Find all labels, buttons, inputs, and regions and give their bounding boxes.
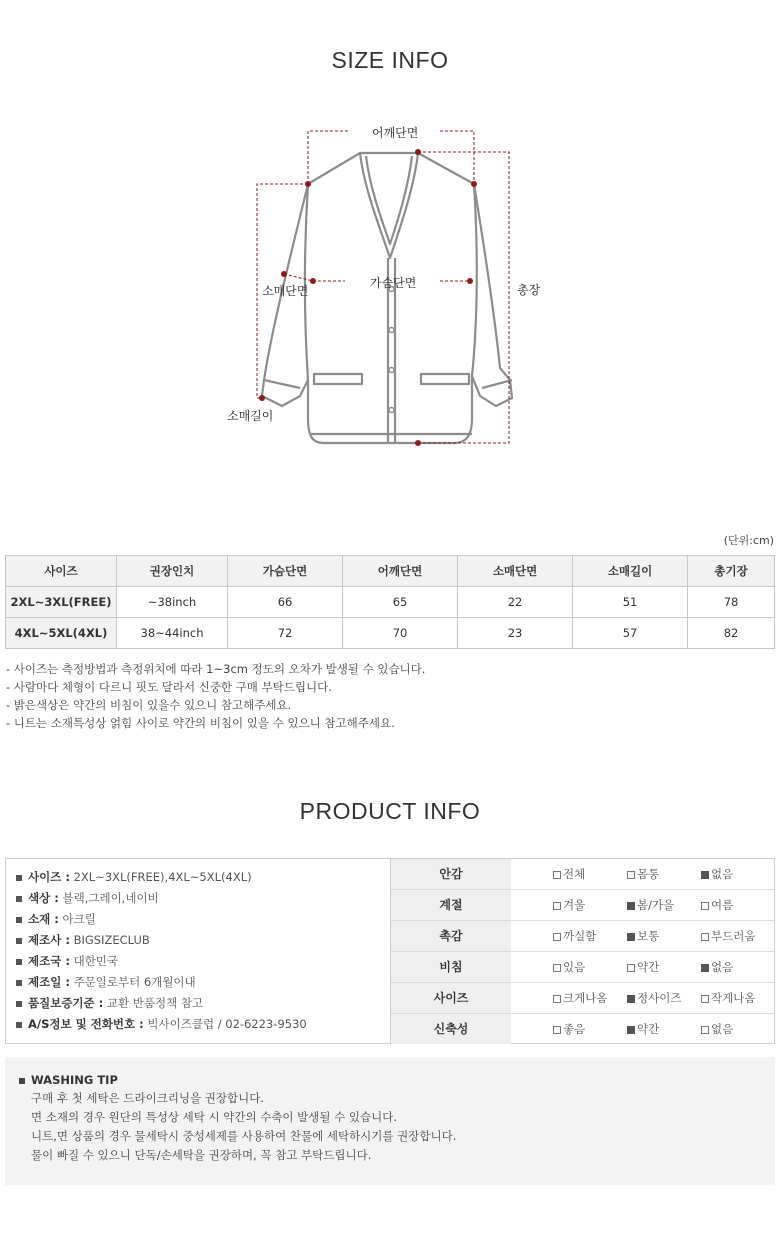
- property-option: [627, 1014, 659, 1044]
- table-cell: 22: [458, 587, 573, 618]
- product-properties: [391, 859, 774, 1043]
- checkbox-icon: [701, 902, 709, 910]
- property-option: [701, 1014, 733, 1044]
- washing-tip-line: 면 소재의 경우 원단의 특성상 세탁 시 약간의 수축이 발생될 수 있습니다.: [31, 1110, 398, 1124]
- property-row: [391, 983, 774, 1014]
- table-cell: 66: [228, 587, 343, 618]
- table-cell: 72: [228, 618, 343, 649]
- header-cell: 어깨단면: [343, 556, 458, 587]
- property-option: [553, 921, 596, 951]
- washing-tip-title: WASHING TIP: [19, 1073, 775, 1087]
- option-label: 보통: [637, 929, 660, 943]
- table-cell: 65: [343, 587, 458, 618]
- property-row: [391, 890, 774, 921]
- bullet-square-icon: [19, 1078, 25, 1084]
- product-info-title: PRODUCT INFO: [299, 798, 481, 824]
- option-label: 겨울: [563, 898, 586, 912]
- option-label: 부드러움: [711, 929, 756, 943]
- option-label: 약간: [637, 960, 660, 974]
- property-option: [627, 952, 659, 982]
- label-sleeve-length: 소매길이: [227, 409, 274, 423]
- checkbox-icon: [553, 902, 561, 910]
- option-label: 없음: [711, 1022, 734, 1036]
- checkbox-icon: [627, 871, 635, 879]
- property-option: [553, 859, 585, 889]
- property-option: [553, 890, 585, 920]
- checked-box-icon: [627, 995, 635, 1003]
- bullet-square-icon: [16, 875, 22, 881]
- header-cell: 총기장: [688, 556, 775, 587]
- size-table: [5, 555, 775, 649]
- washing-tip-box: [5, 1057, 775, 1185]
- washing-tip-line: 물이 빠질 수 있으니 단독/손세탁을 권장하며, 꼭 참고 부탁드립니다.: [31, 1148, 372, 1162]
- option-label: 여름: [711, 898, 734, 912]
- property-option: [701, 983, 755, 1013]
- product-info-box: [5, 858, 775, 1044]
- option-label: 작게나옴: [711, 991, 756, 1005]
- bullet-square-icon: [16, 1001, 22, 1007]
- size-name-cell: 4XL~5XL(4XL): [6, 618, 117, 649]
- property-label: 사이즈: [391, 983, 511, 1013]
- size-notes: [6, 660, 425, 732]
- checkbox-icon: [553, 933, 561, 941]
- property-label: 계절: [391, 890, 511, 920]
- checkbox-icon: [553, 871, 561, 879]
- property-option: [553, 983, 607, 1013]
- property-label: 비침: [391, 952, 511, 982]
- option-label: 없음: [711, 960, 734, 974]
- option-label: 있음: [563, 960, 586, 974]
- note-line: - 사람마다 체형이 다르니 핏도 달라서 신중한 구매 부탁드립니다.: [6, 680, 332, 694]
- unit-note: (단위:cm): [723, 534, 774, 547]
- property-option: [701, 921, 755, 951]
- label-shoulder: 어깨단면: [372, 126, 419, 140]
- checked-box-icon: [701, 964, 709, 972]
- size-info-title: SIZE INFO: [331, 47, 449, 73]
- table-cell: 23: [458, 618, 573, 649]
- table-cell: 38~44inch: [117, 618, 228, 649]
- bullet-square-icon: [16, 1022, 22, 1028]
- property-option: [701, 952, 733, 982]
- checkbox-icon: [701, 933, 709, 941]
- option-label: 좋음: [563, 1022, 586, 1036]
- size-name-cell: 2XL~3XL(FREE): [6, 587, 117, 618]
- property-label: 안감: [391, 859, 511, 889]
- size-table-header: [6, 556, 775, 587]
- table-cell: 51: [573, 587, 688, 618]
- checkbox-icon: [701, 995, 709, 1003]
- property-option: [701, 890, 733, 920]
- label-chest: 가슴단면: [370, 276, 417, 290]
- property-label: 촉감: [391, 921, 511, 951]
- property-row: [391, 859, 774, 890]
- header-cell: 소매단면: [458, 556, 573, 587]
- checkbox-icon: [553, 964, 561, 972]
- option-label: 몸통: [637, 867, 660, 881]
- property-row: [391, 952, 774, 983]
- option-label: 봄/가을: [637, 898, 675, 912]
- table-cell: 70: [343, 618, 458, 649]
- detail-country: 제조국 : 대한민국: [16, 951, 390, 972]
- checked-box-icon: [627, 1026, 635, 1034]
- detail-manufacture-date: 제조일 : 주문일로부터 6개월이내: [16, 972, 390, 993]
- detail-warranty: 품질보증기준 : 교환 반품정책 참고: [16, 993, 390, 1014]
- product-details: [6, 859, 391, 1043]
- option-label: 약간: [637, 1022, 660, 1036]
- property-option: [627, 921, 659, 951]
- label-total-length: 총장: [517, 283, 541, 297]
- property-option: [627, 859, 659, 889]
- property-option: [553, 952, 585, 982]
- checked-box-icon: [627, 902, 635, 910]
- option-label: 까실함: [563, 929, 597, 943]
- header-cell: 소매길이: [573, 556, 688, 587]
- table-cell: 57: [573, 618, 688, 649]
- table-cell: ~38inch: [117, 587, 228, 618]
- note-line: - 니트는 소재특성상 얽힘 사이로 약간의 비침이 있을 수 있으니 참고해주세요.: [6, 716, 395, 730]
- label-sleeve-width: 소매단면: [262, 284, 309, 298]
- checked-box-icon: [701, 871, 709, 879]
- property-label: 신축성: [391, 1014, 511, 1044]
- header-cell: 권장인치: [117, 556, 228, 587]
- table-row: [6, 587, 775, 618]
- option-label: 정사이즈: [637, 991, 682, 1005]
- checkbox-icon: [553, 995, 561, 1003]
- bullet-square-icon: [16, 980, 22, 986]
- note-line: - 밝은색상은 약간의 비침이 있을수 있으니 참고해주세요.: [6, 698, 292, 712]
- washing-tip-line: 구매 후 첫 세탁은 드라이크리닝을 권장합니다.: [31, 1091, 265, 1105]
- property-option: [553, 1014, 585, 1044]
- header-cell: 가슴단면: [228, 556, 343, 587]
- table-cell: 78: [688, 587, 775, 618]
- property-row: [391, 921, 774, 952]
- table-cell: 82: [688, 618, 775, 649]
- option-label: 없음: [711, 867, 734, 881]
- cardigan-measurement-diagram: [200, 118, 560, 458]
- option-label: 크게나옴: [563, 991, 608, 1005]
- property-option: [627, 983, 681, 1013]
- detail-size: 사이즈 : 2XL~3XL(FREE),4XL~5XL(4XL): [16, 867, 390, 888]
- bullet-square-icon: [16, 896, 22, 902]
- property-option: [627, 890, 674, 920]
- table-row: [6, 618, 775, 649]
- checkbox-icon: [701, 1026, 709, 1034]
- bullet-square-icon: [16, 938, 22, 944]
- detail-as-contact: A/S정보 및 전화번호 : 빅사이즈클럽 / 02-6223-9530: [16, 1014, 390, 1035]
- option-label: 전체: [563, 867, 586, 881]
- bullet-square-icon: [16, 959, 22, 965]
- property-row: [391, 1014, 774, 1045]
- detail-manufacturer: 제조사 : BIGSIZECLUB: [16, 930, 390, 951]
- note-line: - 사이즈는 측정방법과 측정위치에 따라 1~3cm 정도의 오차가 발생될 수 있습니다.: [6, 662, 426, 676]
- bullet-square-icon: [16, 917, 22, 923]
- checked-box-icon: [627, 933, 635, 941]
- checkbox-icon: [627, 964, 635, 972]
- property-option: [701, 859, 733, 889]
- washing-tip-line: 니트,면 상품의 경우 물세탁시 중성세제를 사용하여 찬물에 세탁하시기를 권장합니다.: [31, 1129, 457, 1143]
- header-cell: 사이즈: [6, 556, 117, 587]
- detail-material: 소재 : 아크릴: [16, 909, 390, 930]
- detail-color: 색상 : 블랙,그레이,네이비: [16, 888, 390, 909]
- checkbox-icon: [553, 1026, 561, 1034]
